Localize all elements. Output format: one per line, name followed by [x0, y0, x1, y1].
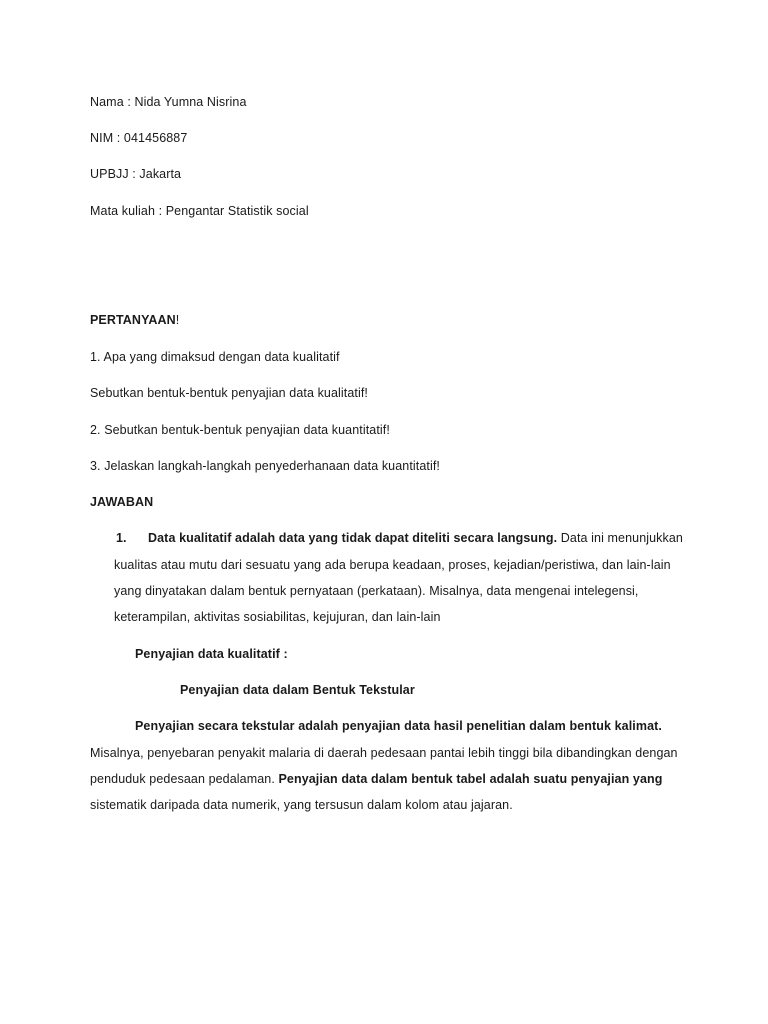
paragraph-line-3-start: penduduk pedesaan pedalaman.: [90, 772, 275, 786]
answer-1-line-3: yang dinyatakan dalam bentuk pernyataan (perkataan). Misalnya, data mengenai intelegensi,: [114, 584, 639, 598]
question-1: 1. Apa yang dimaksud dengan data kualitatif: [90, 350, 340, 364]
question-1b: Sebutkan bentuk-bentuk penyajian data kualitatif!: [90, 386, 369, 400]
paragraph-line-4: sistematik daripada data numerik, yang tersusun dalam kolom atau jajaran.: [90, 798, 513, 812]
course-name: Mata kuliah : Pengantar Statistik social: [90, 204, 309, 218]
answer-1-definition: Data kualitatif adalah data yang tidak dapat diteliti secara langsung.: [148, 531, 558, 545]
answer-1-number: 1.: [116, 531, 127, 545]
questions-heading-text: PERTANYAAN: [90, 313, 176, 327]
questions-heading: [90, 312, 179, 328]
answers-heading: JAWABAN: [90, 495, 154, 509]
student-nim: NIM : 041456887: [90, 131, 188, 145]
question-2: 2. Sebutkan bentuk-bentuk penyajian data kuantitatif!: [90, 423, 390, 437]
questions-heading-mark: !: [175, 313, 180, 327]
answer-1-line-4: keterampilan, aktivitas sosiabilitas, kejujuran, dan lain-lain: [114, 610, 441, 624]
paragraph-line-2: Misalnya, penyebaran penyakit malaria di daerah pedesaan pantai lebih tinggi bila dibandingkan dengan: [90, 746, 678, 760]
student-upbjj: UPBJJ : Jakarta: [90, 167, 182, 181]
answer-1-continuation: Data ini menunjukkan: [557, 531, 683, 545]
paragraph-line-3: [90, 771, 662, 787]
tekstular-heading: Penyajian data dalam Bentuk Tekstular: [180, 683, 415, 697]
answer-1-line-2: kualitas atau mutu dari sesuatu yang ada berupa keadaan, proses, kejadian/peristiwa, dan lain-lain: [114, 558, 671, 572]
student-name: Nama : Nida Yumna Nisrina: [90, 95, 247, 109]
answer-1-line-1: [148, 530, 683, 546]
penyajian-heading: Penyajian data kualitatif :: [135, 647, 288, 661]
question-3: 3. Jelaskan langkah-langkah penyederhanaan data kuantitatif!: [90, 459, 440, 473]
paragraph-line-1: Penyajian secara tekstular adalah penyajian data hasil penelitian dalam bentuk kalimat.: [135, 719, 662, 733]
paragraph-line-3-bold: Penyajian data dalam bentuk tabel adalah suatu penyajian yang: [274, 772, 663, 786]
